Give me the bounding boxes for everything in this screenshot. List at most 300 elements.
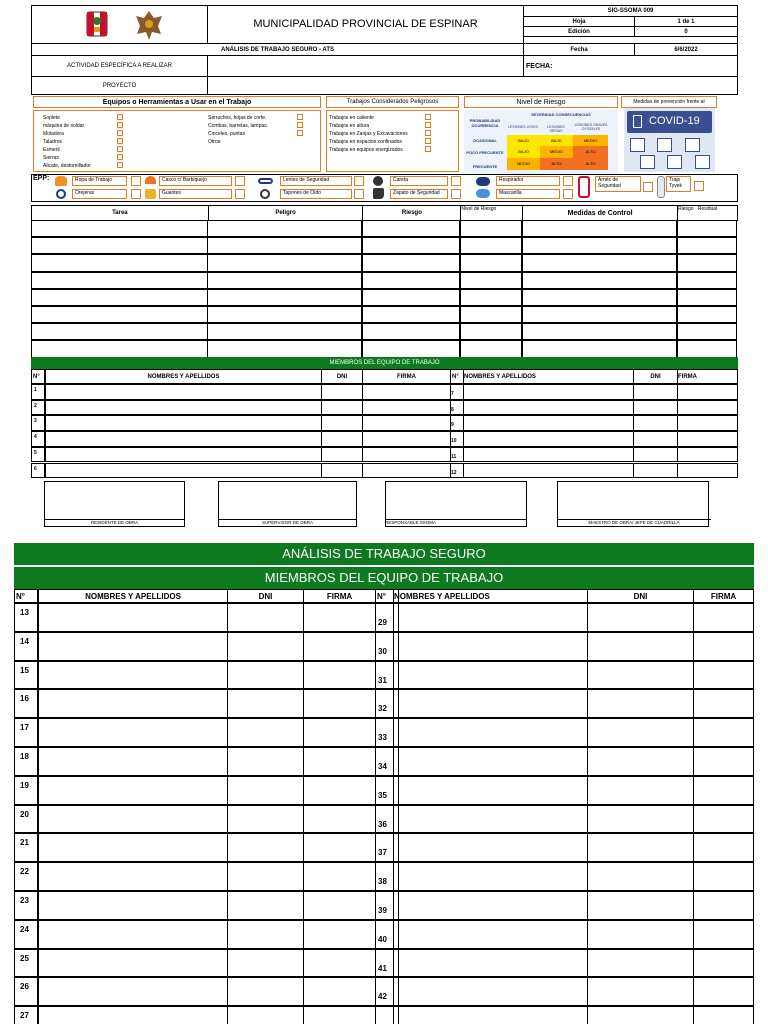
task-cell[interactable] bbox=[207, 289, 362, 306]
task-cell[interactable] bbox=[362, 323, 460, 340]
member-name-field[interactable] bbox=[463, 415, 634, 431]
row-number: 41 bbox=[375, 949, 399, 978]
member-signature-field[interactable] bbox=[693, 661, 754, 690]
sanitize-icon bbox=[640, 155, 655, 169]
signature-label: RESPONSABLE SSOMA bbox=[385, 519, 527, 525]
equipo-checkbox[interactable] bbox=[117, 154, 123, 160]
col-name: NOMBRES Y APELLIDOS bbox=[393, 589, 588, 603]
member-signature-field[interactable] bbox=[693, 977, 754, 1006]
member-signature-field[interactable] bbox=[303, 689, 376, 718]
task-cell[interactable] bbox=[522, 340, 677, 357]
task-cell[interactable] bbox=[31, 220, 208, 237]
task-cell[interactable] bbox=[677, 237, 737, 254]
epp-checkbox[interactable] bbox=[354, 189, 364, 199]
member-name-field[interactable] bbox=[393, 776, 588, 805]
page2-members-table bbox=[14, 589, 754, 1024]
epp-checkbox[interactable] bbox=[131, 176, 141, 186]
member-name-field[interactable] bbox=[38, 949, 228, 978]
proyecto-label-cell bbox=[31, 76, 208, 95]
epp-field[interactable] bbox=[390, 176, 448, 186]
equipo-checkbox[interactable] bbox=[297, 122, 303, 128]
epp-field[interactable] bbox=[72, 189, 127, 199]
task-cell[interactable] bbox=[31, 340, 208, 357]
task-cell[interactable] bbox=[460, 289, 522, 306]
member-dni-field[interactable] bbox=[321, 431, 363, 447]
row-number: 42 bbox=[375, 977, 399, 1006]
task-cell[interactable] bbox=[31, 254, 208, 271]
eagle-emblem-icon bbox=[134, 8, 164, 42]
member-signature-field[interactable] bbox=[693, 776, 754, 805]
member-dni-field[interactable] bbox=[633, 431, 678, 447]
member-name-field[interactable] bbox=[38, 718, 228, 747]
task-cell[interactable] bbox=[522, 254, 677, 271]
member-name-field[interactable] bbox=[45, 415, 322, 431]
peligroso-item: Trabajos en espacios confinados bbox=[329, 139, 402, 145]
epp-item-label: Orejeras bbox=[75, 190, 95, 196]
task-cell[interactable] bbox=[207, 340, 362, 357]
task-cell[interactable] bbox=[460, 306, 522, 323]
risk-cell-low: BAJO bbox=[507, 146, 540, 158]
task-cell[interactable] bbox=[460, 340, 522, 357]
task-cell[interactable] bbox=[460, 220, 522, 237]
epp-field[interactable] bbox=[159, 189, 232, 199]
nivel-header bbox=[464, 96, 618, 108]
member-name-field[interactable] bbox=[38, 920, 228, 949]
member-signature-field[interactable] bbox=[303, 632, 376, 661]
member-dni-field[interactable] bbox=[587, 1006, 694, 1024]
fecha-value: 6/6/2022 bbox=[674, 47, 698, 53]
task-cell[interactable] bbox=[362, 289, 460, 306]
member-name-field[interactable] bbox=[393, 661, 588, 690]
member-dni-field[interactable] bbox=[587, 689, 694, 718]
member-name-field[interactable] bbox=[393, 747, 588, 776]
col-riesgo-residual-b: Residual bbox=[697, 206, 718, 212]
member-dni-field[interactable] bbox=[321, 463, 363, 479]
mask-icon bbox=[476, 189, 490, 198]
task-cell[interactable] bbox=[31, 272, 208, 289]
row-number: 24 bbox=[14, 920, 38, 949]
col-name: NOMBRES Y APELLIDOS bbox=[45, 369, 322, 384]
member-name-field[interactable] bbox=[45, 384, 322, 400]
member-name-field[interactable] bbox=[393, 718, 588, 747]
row-number: 23 bbox=[14, 891, 38, 920]
member-name-field[interactable] bbox=[38, 862, 228, 891]
task-cell[interactable] bbox=[31, 306, 208, 323]
task-cell[interactable] bbox=[522, 272, 677, 289]
member-name-field[interactable] bbox=[45, 400, 322, 416]
row-number: 5 bbox=[31, 447, 45, 463]
row-number: 20 bbox=[14, 805, 38, 834]
task-cell[interactable] bbox=[522, 220, 677, 237]
epp-checkbox[interactable] bbox=[643, 182, 653, 192]
risk-cell-medium: MEDIO bbox=[573, 135, 608, 146]
task-cell[interactable] bbox=[362, 306, 460, 323]
member-signature-field[interactable] bbox=[693, 718, 754, 747]
member-name-field[interactable] bbox=[45, 463, 322, 479]
member-signature-field[interactable] bbox=[362, 463, 451, 479]
epp-field[interactable] bbox=[280, 189, 352, 199]
task-cell[interactable] bbox=[677, 254, 737, 271]
member-name-field[interactable] bbox=[393, 833, 588, 862]
epp-checkbox[interactable] bbox=[354, 176, 364, 186]
member-signature-field[interactable] bbox=[693, 891, 754, 920]
task-cell[interactable] bbox=[207, 306, 362, 323]
member-dni-field[interactable] bbox=[227, 805, 304, 834]
col-tarea: Tarea bbox=[32, 206, 209, 221]
member-signature-field[interactable] bbox=[677, 447, 738, 463]
peligrosos-header-text: Trabajos Considerados Peligrosos bbox=[346, 99, 439, 105]
member-name-field[interactable] bbox=[45, 447, 322, 463]
col-dni: DNI bbox=[587, 589, 694, 603]
member-name-field[interactable] bbox=[393, 977, 588, 1006]
epp-field[interactable] bbox=[666, 176, 691, 192]
row-number: 40 bbox=[375, 920, 399, 949]
row-number: 30 bbox=[375, 632, 399, 661]
task-cell[interactable] bbox=[207, 323, 362, 340]
sev-label: LESIONES LEVES bbox=[508, 125, 538, 129]
member-dni-field[interactable] bbox=[227, 949, 304, 978]
member-dni-field[interactable] bbox=[227, 1006, 304, 1024]
member-signature-field[interactable] bbox=[303, 747, 376, 776]
member-dni-field[interactable] bbox=[587, 805, 694, 834]
member-signature-field[interactable] bbox=[693, 689, 754, 718]
epp-checkbox[interactable] bbox=[694, 181, 704, 191]
col-medidas-control: Medidas de Control bbox=[523, 206, 678, 221]
task-cell[interactable] bbox=[460, 272, 522, 289]
task-cell[interactable] bbox=[362, 254, 460, 271]
task-cell[interactable] bbox=[362, 340, 460, 357]
member-dni-field[interactable] bbox=[633, 447, 678, 463]
task-cell[interactable] bbox=[677, 323, 737, 340]
member-signature-field[interactable] bbox=[303, 661, 376, 690]
member-dni-field[interactable] bbox=[587, 920, 694, 949]
org-title: MUNICIPALIDAD PROVINCIAL DE ESPINAR bbox=[253, 18, 478, 30]
member-dni-field[interactable] bbox=[587, 891, 694, 920]
clipboard-icon bbox=[633, 115, 642, 128]
peligroso-checkbox[interactable] bbox=[425, 122, 431, 128]
epp-field[interactable] bbox=[72, 176, 127, 186]
task-cell[interactable] bbox=[31, 237, 208, 254]
task-cell[interactable] bbox=[522, 237, 677, 254]
hoja-value: 1 de 1 bbox=[677, 19, 695, 25]
equipos-col2 bbox=[208, 114, 300, 146]
member-signature-field[interactable] bbox=[693, 862, 754, 891]
task-cell[interactable] bbox=[207, 272, 362, 289]
member-signature-field[interactable] bbox=[362, 447, 451, 463]
actividad-field[interactable] bbox=[207, 55, 524, 77]
member-signature-field[interactable] bbox=[693, 603, 754, 632]
task-cell[interactable] bbox=[31, 323, 208, 340]
member-name-field[interactable] bbox=[393, 1006, 588, 1024]
member-dni-field[interactable] bbox=[587, 862, 694, 891]
member-name-field[interactable] bbox=[393, 689, 588, 718]
covid-banner bbox=[627, 111, 712, 133]
task-cell[interactable] bbox=[677, 272, 737, 289]
member-name-field[interactable] bbox=[463, 384, 634, 400]
member-dni-field[interactable] bbox=[587, 718, 694, 747]
task-cell[interactable] bbox=[31, 289, 208, 306]
member-signature-field[interactable] bbox=[693, 747, 754, 776]
member-signature-field[interactable] bbox=[693, 949, 754, 978]
member-signature-field[interactable] bbox=[677, 384, 738, 400]
epp-item-label: Lentes de Seguridad bbox=[283, 177, 330, 183]
member-dni-field[interactable] bbox=[587, 661, 694, 690]
member-signature-field[interactable] bbox=[693, 833, 754, 862]
equipos-col2-checks bbox=[297, 114, 305, 138]
row-number: 22 bbox=[14, 862, 38, 891]
member-dni-field[interactable] bbox=[227, 977, 304, 1006]
risk-matrix-corner: PROBABILIDAD OCURRENCIA bbox=[469, 118, 501, 128]
col-dni: DNI bbox=[227, 589, 304, 603]
task-cell[interactable] bbox=[460, 323, 522, 340]
epp-checkbox[interactable] bbox=[563, 176, 573, 186]
member-name-field[interactable] bbox=[393, 862, 588, 891]
member-signature-field[interactable] bbox=[303, 891, 376, 920]
member-name-field[interactable] bbox=[463, 463, 634, 479]
member-dni-field[interactable] bbox=[227, 891, 304, 920]
col-firma: FIRMA bbox=[677, 369, 738, 384]
equipo-item: Cinceles, puntas bbox=[208, 131, 245, 137]
member-name-field[interactable] bbox=[393, 891, 588, 920]
row-number: 12 bbox=[450, 463, 464, 479]
virus-icon bbox=[695, 155, 710, 169]
task-cell[interactable] bbox=[522, 306, 677, 323]
member-signature-field[interactable] bbox=[362, 400, 451, 416]
member-signature-field[interactable] bbox=[362, 431, 451, 447]
org-title-cell bbox=[207, 5, 524, 44]
member-name-field[interactable] bbox=[393, 805, 588, 834]
member-name-field[interactable] bbox=[38, 833, 228, 862]
epp-field[interactable] bbox=[496, 189, 560, 199]
member-signature-field[interactable] bbox=[303, 805, 376, 834]
member-name-field[interactable] bbox=[463, 400, 634, 416]
member-dni-field[interactable] bbox=[227, 776, 304, 805]
epp-field[interactable] bbox=[496, 176, 560, 186]
member-signature-field[interactable] bbox=[303, 862, 376, 891]
task-table bbox=[31, 205, 738, 221]
member-signature-field[interactable] bbox=[303, 833, 376, 862]
member-signature-field[interactable] bbox=[303, 718, 376, 747]
equipo-checkbox[interactable] bbox=[297, 114, 303, 120]
row-number: 3 bbox=[31, 415, 45, 431]
member-dni-field[interactable] bbox=[227, 661, 304, 690]
task-cell[interactable] bbox=[677, 306, 737, 323]
member-name-field[interactable] bbox=[393, 920, 588, 949]
epp-item-label: Zapato de Seguridad bbox=[393, 190, 440, 196]
epp-checkbox[interactable] bbox=[451, 189, 461, 199]
col-name: NOMBRES Y APELLIDOS bbox=[463, 369, 634, 384]
epp-field[interactable] bbox=[595, 176, 641, 192]
proyecto-field[interactable] bbox=[207, 76, 738, 95]
member-name-field[interactable] bbox=[463, 431, 634, 447]
peligroso-checkbox[interactable] bbox=[425, 114, 431, 120]
task-cell[interactable] bbox=[207, 237, 362, 254]
task-cell[interactable] bbox=[362, 272, 460, 289]
equipo-item: Otros: bbox=[208, 139, 222, 145]
member-dni-field[interactable] bbox=[587, 977, 694, 1006]
member-name-field[interactable] bbox=[38, 747, 228, 776]
member-dni-field[interactable] bbox=[227, 833, 304, 862]
member-dni-field[interactable] bbox=[587, 603, 694, 632]
member-name-field[interactable] bbox=[38, 603, 228, 632]
task-cell[interactable] bbox=[362, 220, 460, 237]
task-cell[interactable] bbox=[677, 289, 737, 306]
page2-subtitle: MIEMBROS DEL EQUIPO DE TRABAJO bbox=[264, 570, 504, 585]
member-name-field[interactable] bbox=[45, 431, 322, 447]
row-number: 19 bbox=[14, 776, 38, 805]
member-dni-field[interactable] bbox=[227, 920, 304, 949]
epp-checkbox[interactable] bbox=[451, 176, 461, 186]
member-signature-field[interactable] bbox=[677, 431, 738, 447]
task-cell[interactable] bbox=[460, 254, 522, 271]
equipo-item: Serruchos, hojas de corte. bbox=[208, 115, 267, 121]
equipo-checkbox[interactable] bbox=[117, 114, 123, 120]
member-signature-field[interactable] bbox=[303, 949, 376, 978]
member-signature-field[interactable] bbox=[303, 603, 376, 632]
member-signature-field[interactable] bbox=[693, 1006, 754, 1024]
member-dni-field[interactable] bbox=[587, 776, 694, 805]
epp-label: EPP: bbox=[33, 175, 50, 182]
member-dni-field[interactable] bbox=[227, 603, 304, 632]
epp-item-label: Arnés de Seguridad bbox=[598, 177, 621, 189]
tyvek-suit-icon bbox=[657, 176, 665, 198]
row-number: 15 bbox=[14, 661, 38, 690]
equipos-col1-checks bbox=[117, 114, 125, 170]
member-dni-field[interactable] bbox=[633, 384, 678, 400]
member-dni-field[interactable] bbox=[587, 747, 694, 776]
member-name-field[interactable] bbox=[463, 447, 634, 463]
members-top-table bbox=[31, 369, 738, 478]
epp-checkbox[interactable] bbox=[235, 176, 245, 186]
task-header-row bbox=[32, 206, 738, 221]
equipo-checkbox[interactable] bbox=[117, 138, 123, 144]
member-signature-field[interactable] bbox=[693, 632, 754, 661]
row-number: 29 bbox=[375, 603, 399, 632]
member-dni-field[interactable] bbox=[587, 949, 694, 978]
epp-checkbox[interactable] bbox=[131, 189, 141, 199]
member-signature-field[interactable] bbox=[693, 920, 754, 949]
edicion-value: 0 bbox=[684, 29, 688, 35]
equipo-checkbox[interactable] bbox=[297, 130, 303, 136]
member-name-field[interactable] bbox=[38, 776, 228, 805]
equipo-checkbox[interactable] bbox=[117, 122, 123, 128]
row-number: 14 bbox=[14, 632, 38, 661]
row-number: 9 bbox=[450, 415, 464, 431]
member-name-field[interactable] bbox=[38, 805, 228, 834]
signature-label: RESIDENTE DE OBRA bbox=[44, 519, 185, 525]
member-dni-field[interactable] bbox=[227, 632, 304, 661]
covid-panel bbox=[624, 108, 715, 172]
member-dni-field[interactable] bbox=[227, 718, 304, 747]
equipo-checkbox[interactable] bbox=[117, 162, 123, 168]
member-dni-field[interactable] bbox=[321, 447, 363, 463]
member-name-field[interactable] bbox=[38, 891, 228, 920]
peligroso-checkbox[interactable] bbox=[425, 130, 431, 136]
member-name-field[interactable] bbox=[38, 661, 228, 690]
covid-icon-row bbox=[640, 155, 710, 174]
member-name-field[interactable] bbox=[38, 977, 228, 1006]
member-dni-field[interactable] bbox=[587, 632, 694, 661]
member-dni-field[interactable] bbox=[321, 384, 363, 400]
equipo-checkbox[interactable] bbox=[117, 146, 123, 152]
edicion-label: Edición bbox=[568, 29, 590, 35]
row-number: 7 bbox=[450, 384, 464, 400]
member-dni-field[interactable] bbox=[227, 747, 304, 776]
epp-checkbox[interactable] bbox=[563, 189, 573, 199]
member-name-field[interactable] bbox=[38, 632, 228, 661]
epp-checkbox[interactable] bbox=[235, 189, 245, 199]
col-peligro: Peligro bbox=[208, 206, 363, 221]
member-dni-field[interactable] bbox=[321, 400, 363, 416]
peligroso-checkbox[interactable] bbox=[425, 138, 431, 144]
member-signature-field[interactable] bbox=[693, 805, 754, 834]
member-dni-field[interactable] bbox=[321, 415, 363, 431]
risk-matrix-title: SEVERIDAD CONSECUENCIAS bbox=[531, 112, 591, 117]
equipo-checkbox[interactable] bbox=[117, 130, 123, 136]
member-signature-field[interactable] bbox=[362, 415, 451, 431]
member-signature-field[interactable] bbox=[303, 776, 376, 805]
member-signature-field[interactable] bbox=[677, 400, 738, 416]
member-signature-field[interactable] bbox=[303, 1006, 376, 1024]
member-dni-field[interactable] bbox=[633, 400, 678, 416]
epp-item-label: Tapones de Oído bbox=[283, 190, 322, 196]
task-cell[interactable] bbox=[522, 289, 677, 306]
epp-item-label: Respirador bbox=[499, 177, 524, 183]
member-dni-field[interactable] bbox=[227, 862, 304, 891]
task-cell[interactable] bbox=[677, 220, 737, 237]
member-dni-field[interactable] bbox=[633, 463, 678, 479]
respirator-icon bbox=[476, 177, 490, 186]
col-dni: DNI bbox=[633, 369, 678, 384]
peligroso-checkbox[interactable] bbox=[425, 146, 431, 152]
sev-label: LESIONES GRAVES O FATALES bbox=[574, 123, 608, 131]
task-cell[interactable] bbox=[522, 323, 677, 340]
row-number: 13 bbox=[14, 603, 38, 632]
task-cell[interactable] bbox=[207, 220, 362, 237]
edicion-label-cell bbox=[523, 26, 635, 37]
epp-field[interactable] bbox=[280, 176, 352, 186]
equipo-item: Soplete bbox=[43, 115, 60, 121]
task-cell[interactable] bbox=[677, 340, 737, 357]
task-cell[interactable] bbox=[362, 237, 460, 254]
row-number: 39 bbox=[375, 891, 399, 920]
gloves-icon bbox=[145, 189, 156, 199]
col-firma: FIRMA bbox=[693, 589, 754, 603]
member-name-field[interactable] bbox=[38, 689, 228, 718]
member-signature-field[interactable] bbox=[677, 415, 738, 431]
epp-field[interactable] bbox=[390, 189, 448, 199]
task-cell[interactable] bbox=[460, 237, 522, 254]
prob-label: OCASIONAL bbox=[473, 138, 497, 143]
fecha-label: Fecha bbox=[570, 47, 588, 53]
member-signature-field[interactable] bbox=[303, 977, 376, 1006]
member-name-field[interactable] bbox=[393, 632, 588, 661]
member-signature-field[interactable] bbox=[303, 920, 376, 949]
task-cell[interactable] bbox=[207, 254, 362, 271]
row-number: 25 bbox=[14, 949, 38, 978]
member-signature-field[interactable] bbox=[677, 463, 738, 479]
member-name-field[interactable] bbox=[38, 1006, 228, 1024]
epp-field[interactable] bbox=[159, 176, 232, 186]
member-name-field[interactable] bbox=[393, 603, 588, 632]
fecha2-cell bbox=[523, 55, 738, 77]
member-dni-field[interactable] bbox=[587, 833, 694, 862]
member-dni-field[interactable] bbox=[633, 415, 678, 431]
member-signature-field[interactable] bbox=[362, 384, 451, 400]
member-dni-field[interactable] bbox=[227, 689, 304, 718]
member-name-field[interactable] bbox=[393, 949, 588, 978]
peligrosos-header bbox=[326, 96, 459, 108]
